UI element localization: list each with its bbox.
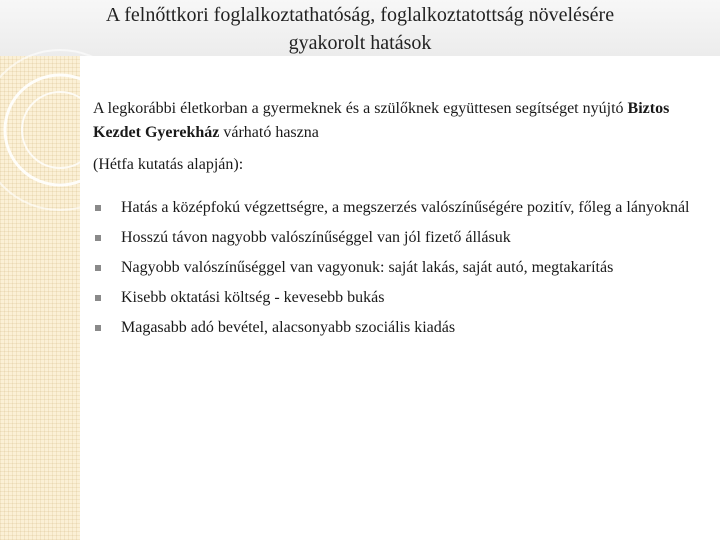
bullet-item (93, 257, 693, 279)
slide-title-line2: gyakorolt hatások (288, 32, 432, 54)
square-bullet-icon (95, 205, 101, 211)
square-bullet-icon (95, 295, 101, 301)
slide-title (30, 1, 690, 57)
bullet-text: Hosszú távon nagyobb valószínűséggel van jól fizető állásuk (121, 229, 511, 246)
bullet-item (93, 227, 693, 249)
bullet-text: Nagyobb valószínűséggel van vagyonuk: saját lakás, saját autó, megtakarítás (121, 259, 614, 276)
intro-text-end: várható haszna (219, 124, 319, 141)
square-bullet-icon (95, 235, 101, 241)
bullet-item (93, 197, 693, 219)
bullet-item (93, 317, 693, 339)
intro-paragraph (93, 97, 693, 145)
square-bullet-icon (95, 325, 101, 331)
bullet-list (93, 197, 693, 339)
bullet-item (93, 287, 693, 309)
intro-bold-name: Biztos Kezdet Gyerekház (93, 100, 670, 141)
intro-text-start: A legkorábbi életkorban a gyermeknek és a szülőknek együttesen segítséget nyújtó (93, 100, 628, 117)
bullet-text: Hatás a középfokú végzettségre, a megszerzés valószínűségére pozitív, főleg a lányoknál (121, 199, 690, 216)
slide-title-line1: A felnőttkori foglalkoztathatóság, foglalkoztatottság növelésére (105, 4, 615, 26)
bullet-text: Magasabb adó bevétel, alacsonyabb szociális kiadás (121, 319, 456, 336)
bullet-text: Kisebb oktatási költség - kevesebb bukás (121, 289, 385, 306)
square-bullet-icon (95, 265, 101, 271)
slide-body (93, 97, 693, 347)
source-note: (Hétfa kutatás alapján): (93, 156, 244, 173)
